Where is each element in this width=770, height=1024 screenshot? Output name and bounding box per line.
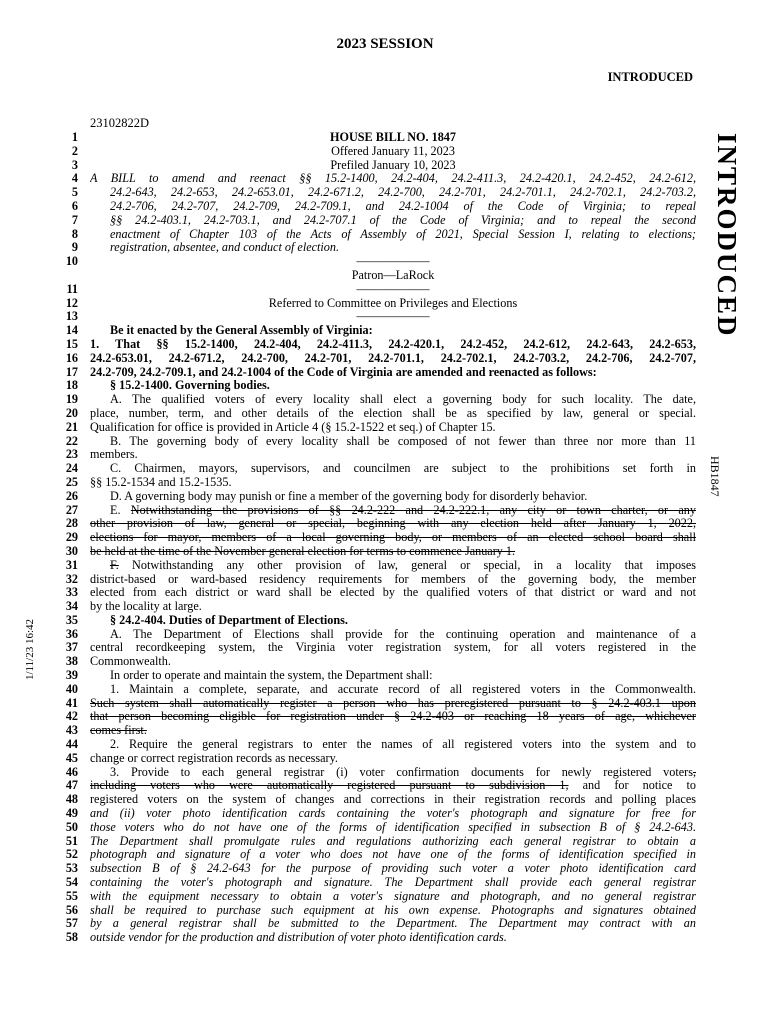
text-line: district-based or ward-based residency requirements for members of the governing body, the member xyxy=(90,572,696,586)
line-number: 23 xyxy=(65,447,78,462)
text-line: Commonwealth. xyxy=(90,655,171,669)
bill-caption-line: registration, absentee, and conduct of election. xyxy=(110,241,340,255)
line-number: 35 xyxy=(65,612,78,627)
bill-title: HOUSE BILL NO. 1847 xyxy=(330,131,456,144)
italic-line: subsection B of § 24.2-643 for the purpose of providing such voter a voter photo identification card xyxy=(90,862,696,876)
struck-text: other provision of law, general or special, beginning with any election held after January 1, 2022, xyxy=(90,517,696,531)
struck-text: comes first. xyxy=(90,724,147,738)
text-line: B. The governing body of every locality shall be composed of not fewer than three nor more than 11 xyxy=(110,434,696,448)
bill-text xyxy=(0,131,770,945)
line-number: 40 xyxy=(65,681,78,696)
text-line: A. The qualified voters of every locality shall elect a governing body for such locality. The date, xyxy=(110,393,696,407)
text-line: central recordkeeping system, the Virginia voter registration system, for all voters registered in the xyxy=(90,641,696,655)
line-number: 19 xyxy=(65,392,78,407)
side-status-label: INTRODUCED xyxy=(712,133,742,338)
side-bill-label: HB1847 xyxy=(708,456,722,497)
text-line: registered voters on the system of changes and corrections in their registration records and polling places xyxy=(90,793,696,807)
line-number: 42 xyxy=(65,709,78,724)
line-number: 45 xyxy=(65,750,78,765)
line-number: 53 xyxy=(65,861,78,876)
line-number: 39 xyxy=(65,668,78,683)
bill-caption-line: A BILL to amend and reenact §§ 15.2-1400, 24.2-404, 24.2-411.3, 24.2-420.1, 24.2-452, 24.2-612, xyxy=(90,172,696,186)
line-number: 33 xyxy=(65,585,78,600)
text-line: A. The Department of Elections shall provide for the continuing operation and maintenance of a xyxy=(110,627,696,641)
line-number: 46 xyxy=(65,764,78,779)
italic-line: outside vendor for the production and distribution of voter photo identification cards. xyxy=(90,931,507,945)
line-number: 25 xyxy=(65,474,78,489)
line-number: 58 xyxy=(65,930,78,945)
patron-line: Patron—LaRock xyxy=(351,268,435,282)
text-line xyxy=(90,504,696,518)
line-number: 29 xyxy=(65,530,78,545)
italic-line: and (ii) voter photo identification cards containing the voter's photograph and signature for free for xyxy=(90,807,696,821)
line-number: 55 xyxy=(65,888,78,903)
struck-text: elections for mayor, members of a local governing body, or members of an elected school board shall xyxy=(90,531,696,545)
line-number: 44 xyxy=(65,737,78,752)
line-number: 7 xyxy=(71,212,78,227)
bill-caption-line: enactment of Chapter 103 of the Acts of Assembly of 2021, Special Session I, relating to elections; xyxy=(110,227,696,241)
line-number: 14 xyxy=(65,323,78,338)
text-line: 2. Require the general registrars to enter the names of all registered voters into the system and to xyxy=(110,738,696,752)
line-number: 57 xyxy=(65,916,78,931)
line-number: 41 xyxy=(65,695,78,710)
line-number: 5 xyxy=(71,185,78,200)
line-number: 18 xyxy=(65,378,78,393)
line-number: 22 xyxy=(65,433,78,448)
struck-text: that person becoming eligible for registration under § 24.2-403 or reaching 18 years of age, whichever xyxy=(90,710,696,724)
line-number: 13 xyxy=(65,309,78,324)
text-line xyxy=(90,779,696,793)
offered-date: Offered January 11, 2023 xyxy=(331,144,455,158)
line-number: 43 xyxy=(65,723,78,738)
side-date-label: 1/11/23 16:42 xyxy=(24,618,36,680)
struck-text: including voters who were automatically registered pursuant to subdivision 1, xyxy=(90,779,569,793)
italic-line: with the equipment necessary to obtain a voter's signature and photograph, and no general registrar xyxy=(90,889,696,903)
struck-text: , xyxy=(692,765,696,779)
struck-text: F. xyxy=(110,558,119,572)
text-line: by the locality at large. xyxy=(90,600,202,614)
italic-line: by a general registrar shall be submitted to the Department. The Department may contract with an xyxy=(90,917,696,931)
line-number: 8 xyxy=(71,226,78,241)
line-number: 37 xyxy=(65,640,78,655)
line-number: 47 xyxy=(65,778,78,793)
text-line: D. A governing body may punish or fine a member of the governing body for disorderly behavior. xyxy=(110,489,588,503)
enacting-clause: Be it enacted by the General Assembly of Virginia: xyxy=(110,324,373,338)
section-heading: § 15.2-1400. Governing bodies. xyxy=(110,379,270,393)
line-number: 28 xyxy=(65,516,78,531)
session-title: 2023 SESSION xyxy=(336,36,434,52)
line-number: 9 xyxy=(71,240,78,255)
line-number: 6 xyxy=(71,198,78,213)
bill-caption-line: 24.2-706, 24.2-707, 24.2-709, 24.2-709.1, and 24.2-1004 of the Code of Virginia; to repeal xyxy=(110,199,696,213)
line-number: 17 xyxy=(65,364,78,379)
separator-rule: —————— xyxy=(356,255,430,269)
line-number: 49 xyxy=(65,806,78,821)
text-line: §§ 15.2-1534 and 15.2-1535. xyxy=(90,475,232,489)
struck-text: Such system shall automatically register a person who has preregistered pursuant to § 24.2-403.1 upon xyxy=(90,696,696,710)
line-number: 50 xyxy=(65,819,78,834)
text-line xyxy=(90,559,696,573)
struck-text: be held at the time of the November general election for terms to commence January 1. xyxy=(90,544,516,558)
line-number: 27 xyxy=(65,502,78,517)
line-number: 24 xyxy=(65,461,78,476)
italic-line: photograph and signature of a voter who does not have one of the forms of identification specified in xyxy=(90,848,696,862)
status-label: INTRODUCED xyxy=(607,70,693,84)
text-line: In order to operate and maintain the system, the Department shall: xyxy=(110,669,433,683)
bill-code: 23102822D xyxy=(90,116,150,130)
line-number: 36 xyxy=(65,626,78,641)
committee-referral: Referred to Committee on Privileges and Elections xyxy=(268,296,518,310)
line-number: 48 xyxy=(65,792,78,807)
line-number: 30 xyxy=(65,543,78,558)
line-number: 12 xyxy=(65,295,78,310)
line-number: 16 xyxy=(65,350,78,365)
line-number: 34 xyxy=(65,599,78,614)
line-number: 11 xyxy=(66,281,78,296)
separator-rule: —————— xyxy=(356,282,430,296)
line-number: 56 xyxy=(65,902,78,917)
line-number: 26 xyxy=(65,488,78,503)
bill-caption-line: 24.2-643, 24.2-653, 24.2-653.01, 24.2-671.2, 24.2-700, 24.2-701, 24.2-701.1, 24.2-702.1, 24.2-703.2, xyxy=(110,186,696,200)
line-number: 52 xyxy=(65,847,78,862)
bill-caption-line: §§ 24.2-403.1, 24.2-703.1, and 24.2-707.1 of the Code of Virginia; and to repeal the second xyxy=(110,213,696,227)
italic-line: those voters who do not have one of the forms of identification specified in subsection B of § 24.2-643. xyxy=(90,820,696,834)
text-segment: Notwithstanding any other provision of law, general or special, in a locality that imposes xyxy=(118,558,696,572)
text-line: elected from each district or ward shall be elected by the qualified voters of that district or ward and not xyxy=(90,586,696,600)
line-number: 38 xyxy=(65,654,78,669)
line-number: 2 xyxy=(71,143,78,158)
line-number: 4 xyxy=(71,171,78,186)
prefiled-date: Prefiled January 10, 2023 xyxy=(330,158,456,172)
text-line: place, number, term, and other details of the election shall be as specified by law, general or special. xyxy=(90,406,696,420)
struck-text: Notwithstanding the provisions of §§ 24.2-222 and 24.2-222.1, any city or town charter, or any xyxy=(130,503,696,517)
line-number: 21 xyxy=(65,419,78,434)
italic-line: containing the voter's photograph and signature. The Department shall provide each general registrar xyxy=(90,876,696,890)
text-line: change or correct registration records as necessary. xyxy=(90,751,338,765)
line-number: 20 xyxy=(65,405,78,420)
line-number: 10 xyxy=(65,254,78,269)
line-number: 31 xyxy=(65,557,78,572)
line-number: 54 xyxy=(65,875,78,890)
enacting-line: 1. That §§ 15.2-1400, 24.2-404, 24.2-411.3, 24.2-420.1, 24.2-452, 24.2-612, 24.2-643, 24.2-653, xyxy=(90,337,696,351)
line-number: 3 xyxy=(71,157,78,172)
enacting-line: 24.2-653.01, 24.2-671.2, 24.2-700, 24.2-701, 24.2-701.1, 24.2-702.1, 24.2-703.2, 24.2-706, 24.2-707, xyxy=(90,351,696,365)
line-number: 32 xyxy=(65,571,78,586)
line-number: 51 xyxy=(65,833,78,848)
text-line: Qualification for office is provided in Article 4 (§ 15.2-1522 et seq.) of Chapter 15. xyxy=(90,420,496,434)
text-segment: and for notice to xyxy=(568,779,696,793)
line-number: 1 xyxy=(71,130,78,144)
text-line: C. Chairmen, mayors, supervisors, and councilmen are subject to the prohibitions set forth in xyxy=(110,462,696,476)
section-heading: § 24.2-404. Duties of Department of Elections. xyxy=(110,613,348,627)
separator-rule: —————— xyxy=(356,310,430,324)
subsection-letter: E. xyxy=(110,503,131,517)
line-number: 15 xyxy=(65,336,78,351)
text-line xyxy=(90,766,696,780)
text-line: members. xyxy=(90,448,138,462)
italic-line: shall be required to purchase such equipment at his own expense. Photographs and signatures obtained xyxy=(90,903,696,917)
enacting-line: 24.2-709, 24.2-709.1, and 24.2-1004 of the Code of Virginia are amended and reenacted as follows: xyxy=(90,365,597,379)
text-line: 1. Maintain a complete, separate, and accurate record of all registered voters in the Commonwealth. xyxy=(110,682,696,696)
italic-line: The Department shall promulgate rules and regulations authorizing each general registrar to obtain a xyxy=(90,834,696,848)
text-segment: 3. Provide to each general registrar (i) voter confirmation documents for newly registered voters xyxy=(110,765,693,779)
